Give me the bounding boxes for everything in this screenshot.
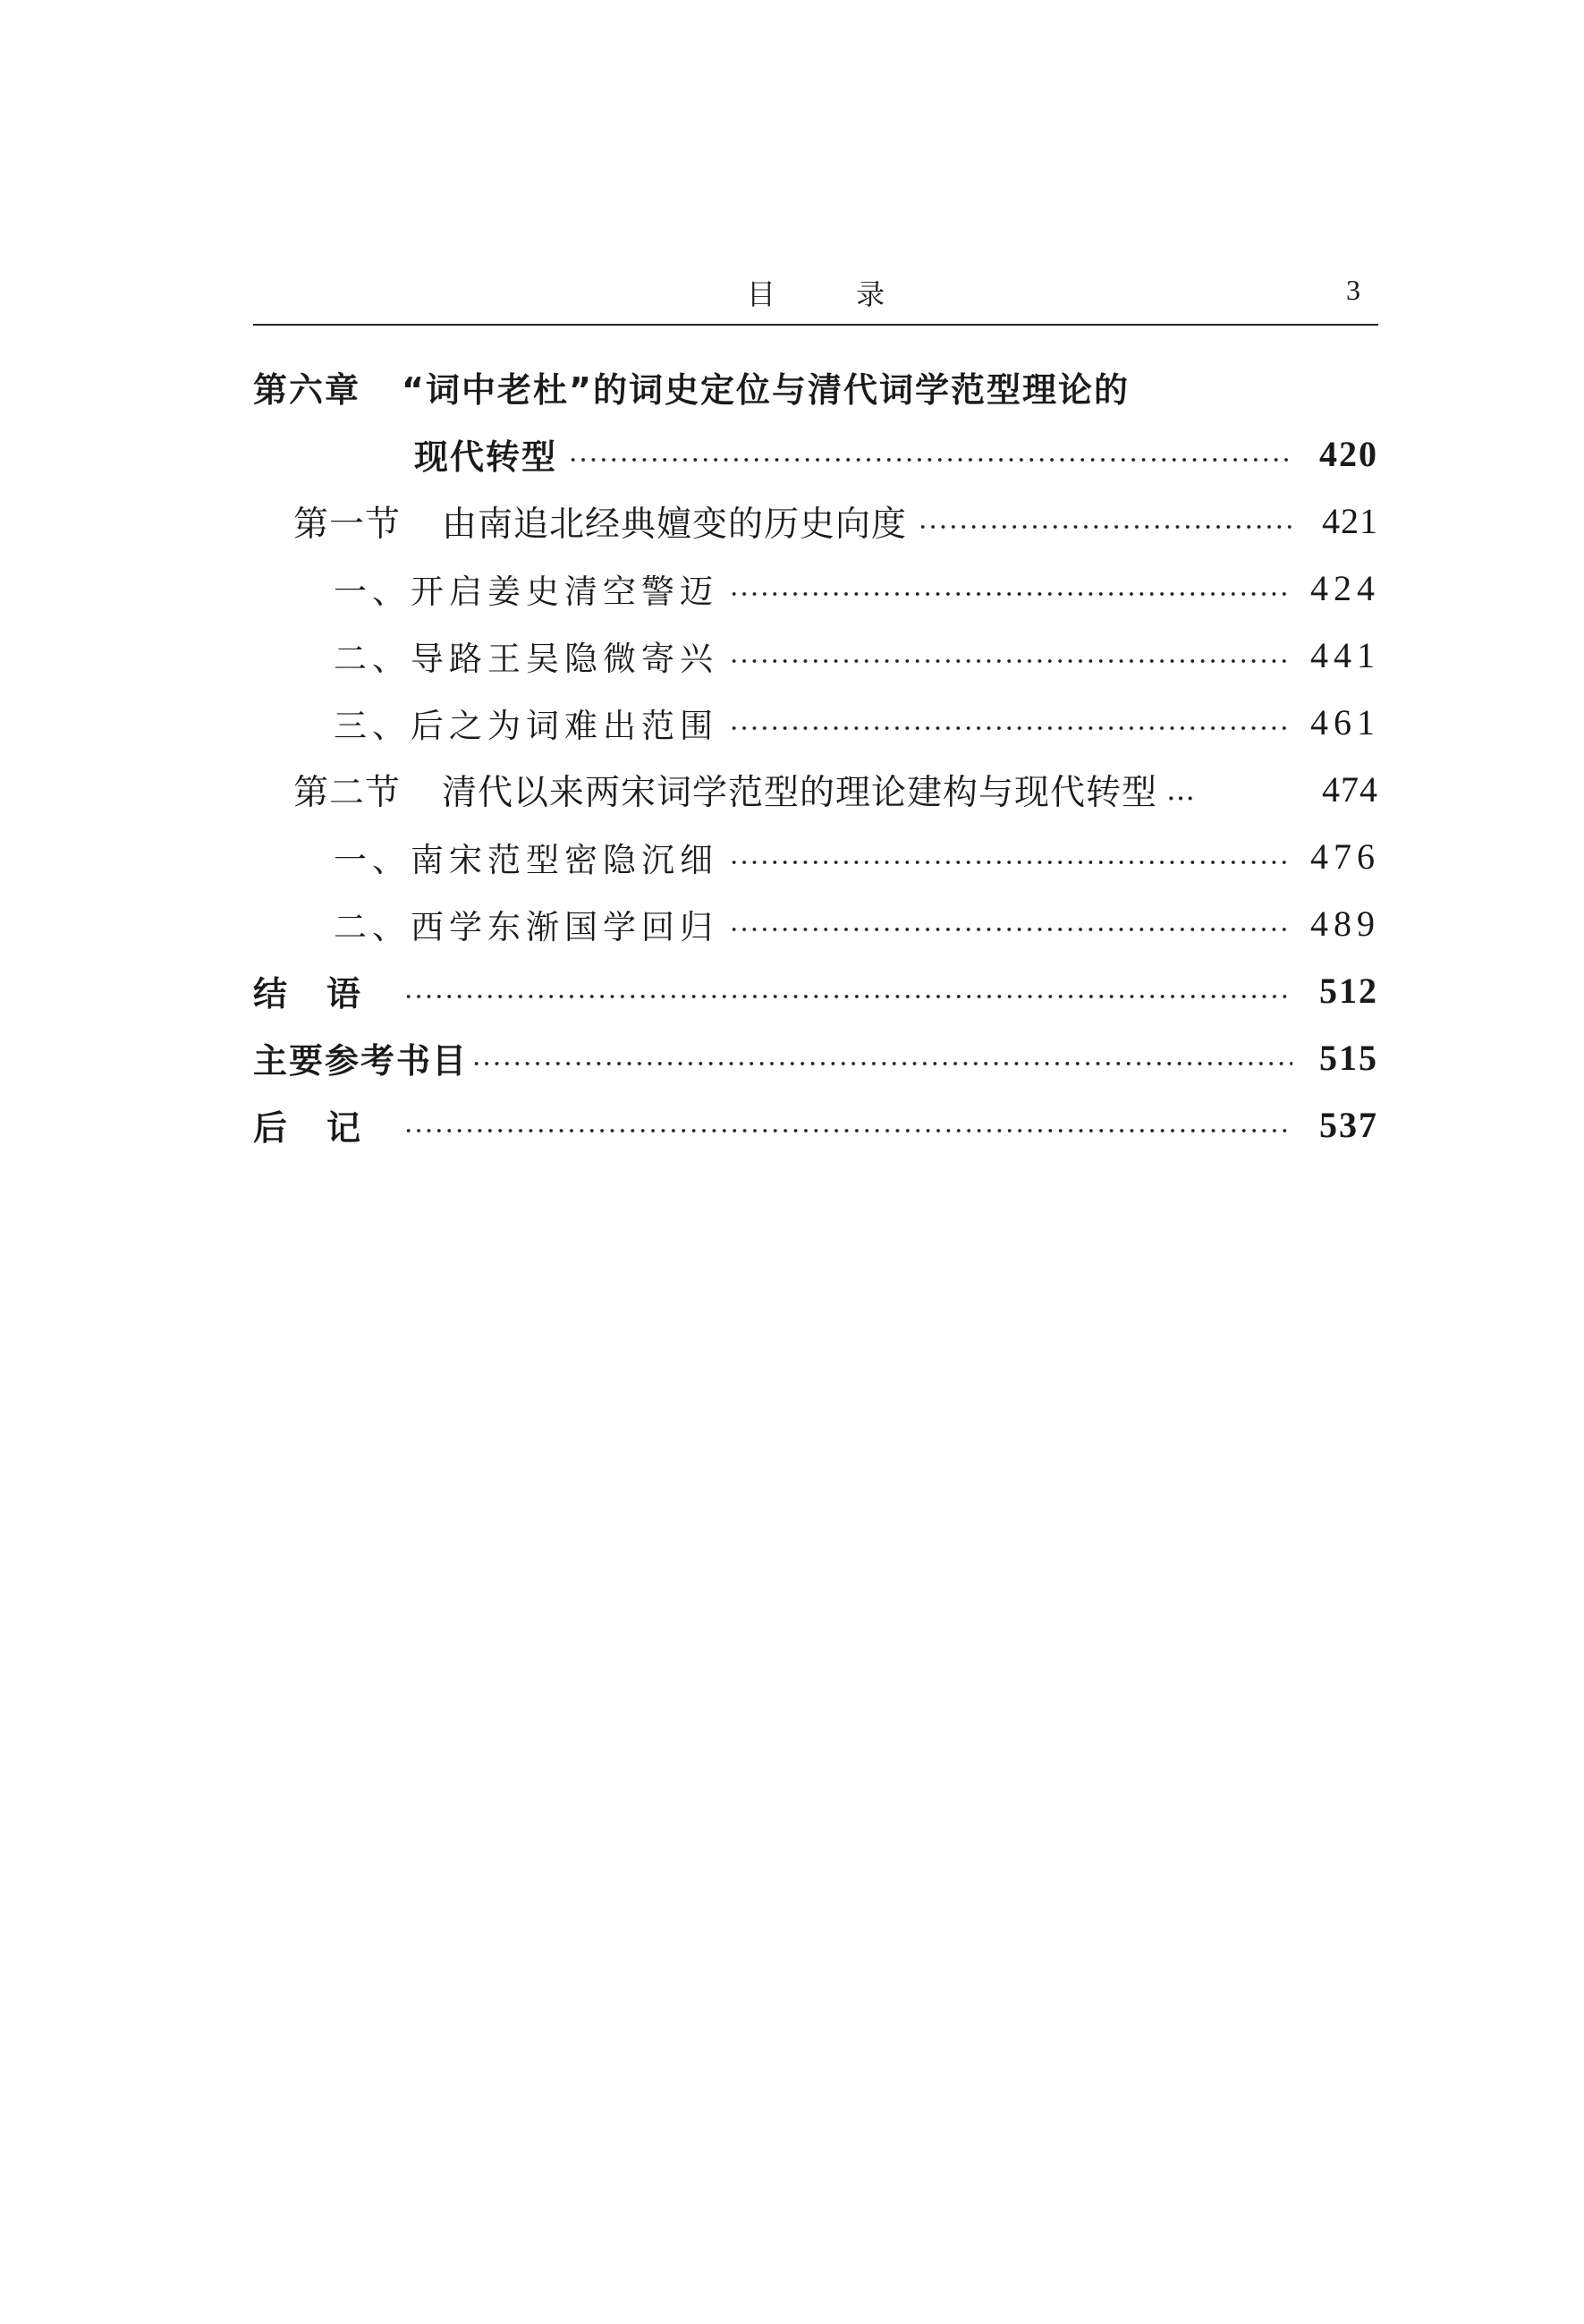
toc-chapter-6-line2[interactable] (253, 420, 1378, 488)
toc-page-number: 489 (1310, 903, 1380, 944)
toc-subsection[interactable] (253, 890, 1378, 957)
leader-dots (729, 857, 1292, 868)
postscript-title: 后记 (253, 1108, 401, 1148)
toc-subsection[interactable] (253, 689, 1378, 756)
chapter-number: 第六章 (253, 370, 361, 410)
table-of-contents (253, 353, 1378, 1158)
leader-dots (729, 589, 1292, 599)
leader-dots (568, 454, 1292, 465)
toc-page-number: 537 (1319, 1105, 1378, 1145)
toc-page-number: 512 (1319, 971, 1378, 1011)
toc-page-number: 420 (1319, 434, 1378, 474)
toc-page-number: 421 (1322, 501, 1378, 541)
toc-page-number: 476 (1310, 836, 1380, 877)
toc-bibliography[interactable] (253, 1024, 1378, 1091)
leader-dots (471, 1058, 1292, 1069)
leader-dots (729, 656, 1292, 666)
toc-conclusion[interactable] (253, 957, 1378, 1024)
toc-subsection[interactable] (253, 823, 1378, 890)
chapter-title-line1: “词中老杜”的词史定位与清代词学范型理论的 (402, 370, 1130, 410)
toc-page-number: 424 (1310, 568, 1380, 608)
leader-dots (403, 991, 1292, 1002)
toc-section-1[interactable] (253, 488, 1378, 555)
chapter-title-line2: 现代转型 (414, 437, 558, 477)
toc-section-2[interactable] (253, 756, 1378, 823)
section-number: 第一节 (293, 504, 402, 545)
running-header (253, 268, 1378, 326)
subsection-title: 二、导路王吴隐微寄兴 (334, 639, 718, 678)
subsection-title: 二、西学东渐国学回归 (334, 907, 718, 946)
toc-page-number: 441 (1310, 635, 1380, 675)
toc-page-number: 461 (1310, 702, 1380, 742)
section-number: 第二节 (293, 772, 402, 813)
toc-page-number: 515 (1319, 1038, 1378, 1078)
leader-dots (729, 924, 1292, 935)
header-page-number: 3 (1346, 274, 1360, 306)
conclusion-title: 结语 (253, 974, 401, 1014)
leader-ellipsis: … (1166, 772, 1198, 807)
subsection-title: 三、后之为词难出范围 (334, 706, 718, 745)
toc-chapter-6-line1[interactable] (253, 353, 1378, 420)
bibliography-title: 主要参考书目 (253, 1041, 469, 1081)
toc-subsection[interactable] (253, 555, 1378, 622)
subsection-title: 一、开启姜史清空警迈 (334, 572, 718, 611)
subsection-title: 一、南宋范型密隐沉细 (334, 840, 718, 879)
header-title: 目 录 (746, 277, 921, 311)
toc-postscript[interactable] (253, 1091, 1378, 1158)
leader-dots (729, 723, 1292, 734)
toc-subsection[interactable] (253, 622, 1378, 689)
toc-page-number: 474 (1322, 769, 1378, 810)
leader-dots (918, 522, 1292, 532)
leader-dots (403, 1125, 1292, 1136)
section-title: 清代以来两宋词学范型的理论建构与现代转型 (442, 772, 1158, 813)
section-title: 由南追北经典嬗变的历史向度 (442, 504, 908, 545)
